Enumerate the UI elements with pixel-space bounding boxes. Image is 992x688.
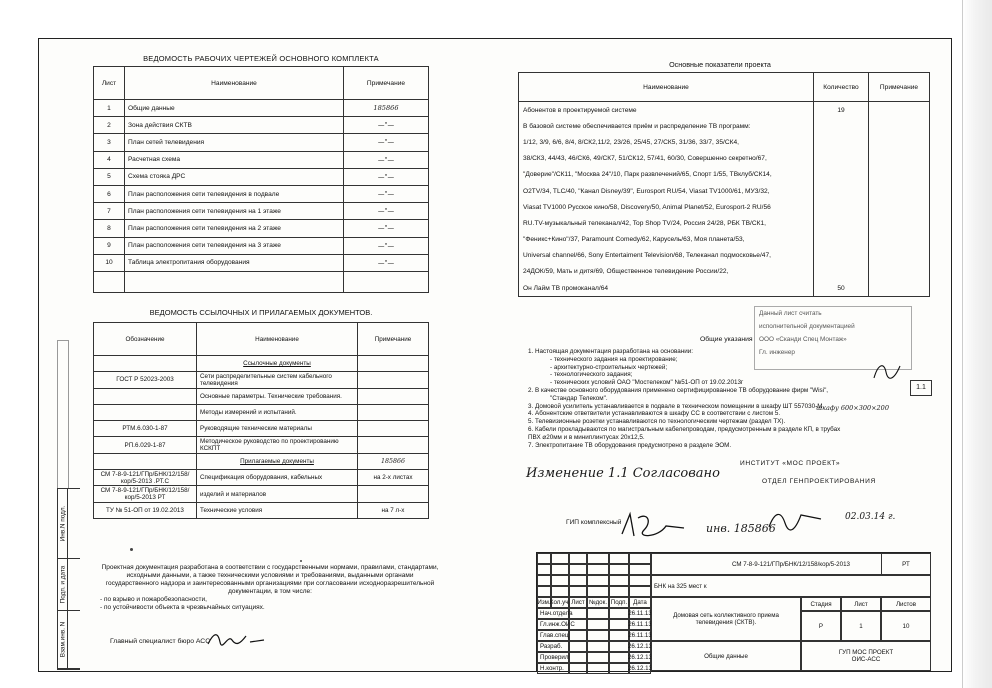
doc-note	[358, 372, 429, 388]
stage-value: 1	[841, 611, 881, 641]
doc-note	[358, 486, 429, 502]
indicator-qty: 19	[814, 102, 869, 119]
revision-cell	[629, 575, 651, 586]
indicator-note	[869, 199, 930, 215]
role-date: 26.12.13	[627, 654, 653, 661]
table-row	[519, 134, 930, 150]
revision-cell	[587, 564, 609, 575]
doc-designation: СМ 7-8-9-121/ГПр/БНК/12/158/кор/5-2013 .РТ.С	[94, 470, 197, 486]
sheet-note: —"—	[344, 220, 429, 237]
signature-specialist	[206, 628, 266, 650]
empty-cell	[344, 271, 429, 292]
role-cell	[569, 641, 587, 652]
strip-value	[68, 489, 80, 559]
strip-label	[58, 559, 68, 611]
col-qty: Количество	[814, 73, 869, 102]
revision-cell	[609, 575, 629, 586]
stamp-line: исполнительной документацией	[759, 323, 855, 330]
title-col-head: Лист	[569, 597, 587, 608]
role-cell	[569, 608, 587, 619]
document-code: СМ 7-8-9-121/ГПр/БНК/12/158/кор/5-2013	[651, 553, 931, 575]
col-designation: Обозначение	[94, 323, 197, 356]
role-signature	[587, 630, 609, 641]
sheet-name: Общие данные	[125, 100, 344, 117]
title-block	[536, 552, 931, 671]
binding-strip	[57, 488, 80, 670]
table-row	[519, 264, 930, 280]
sheet-note: —"—	[344, 168, 429, 185]
table-row	[94, 486, 429, 502]
sheet-note: —"—	[344, 185, 429, 202]
sheet-name: Схема стояка ДРС	[125, 168, 344, 185]
strip-label	[58, 489, 68, 559]
indicator-note	[869, 134, 930, 150]
object-name: Домовая сеть коллективного приема телевидения (СКТВ).	[651, 597, 801, 641]
table-row	[519, 167, 930, 183]
organization-dept: ОИС-АСС	[851, 656, 881, 663]
title-col-head: Подп.	[610, 599, 628, 606]
table-row	[94, 421, 429, 437]
section-note: 185866	[358, 453, 429, 469]
scan-speck	[130, 548, 133, 551]
sheet-number: 7	[94, 203, 125, 220]
note-line: 1. Настоящая документация разработана на основании:	[528, 348, 693, 355]
indicator-qty	[814, 167, 869, 183]
indicator-name: 24ДОК/59, Мать и дитя/69, Общественное телевидение России/22,	[519, 264, 814, 280]
table-row	[519, 215, 930, 231]
doc-designation: ГОСТ Р 52023-2003	[94, 372, 197, 388]
revision-cell	[587, 553, 609, 564]
handwritten-change-approval: Изменение 1.1 Согласовано	[526, 466, 720, 481]
table-row	[94, 220, 429, 237]
sheet-note: —"—	[344, 203, 429, 220]
indicator-name: 38/СК3, 44/43, 46/СК6, 49/СК7, 51/СК12, 57/41, 60/30, Совершенно секретно/67,	[519, 151, 814, 167]
revision-cell	[569, 586, 587, 597]
indicator-note	[869, 264, 930, 280]
indicator-note	[869, 102, 930, 119]
table-row	[519, 151, 930, 167]
sheet-name: Таблица электропитания оборудования	[125, 254, 344, 271]
document-code-suffix: РТ	[881, 553, 931, 575]
empty-cell	[94, 453, 197, 469]
section-heading: Прилагаемые документы	[197, 453, 358, 469]
revision-cell	[537, 564, 551, 575]
title-col-head: Изм.	[537, 599, 551, 606]
doc-name: Методическое руководство по проектированию КСКПТ	[197, 437, 358, 453]
doc-note	[358, 404, 429, 420]
sheet-name: План расположения сети телевидения на 1 этаже	[125, 203, 344, 220]
table-row	[94, 254, 429, 271]
table-row	[94, 437, 429, 453]
doc-designation	[94, 404, 197, 420]
table-row	[519, 118, 930, 134]
role-date: 26.12.13	[627, 643, 653, 650]
strip-value	[68, 611, 80, 669]
referenced-docs-title: ВЕДОМОСТЬ ССЫЛОЧНЫХ И ПРИЛАГАЕМЫХ ДОКУМЕНТОВ.	[149, 308, 373, 317]
role-cell	[569, 619, 587, 630]
sheet-number: 9	[94, 237, 125, 254]
doc-name: Руководящие технические материалы	[197, 421, 358, 437]
indicator-qty	[814, 151, 869, 167]
revision-cell	[537, 553, 551, 564]
indicator-note	[869, 280, 930, 297]
sheet-note: —"—	[344, 134, 429, 151]
revision-cell	[551, 586, 569, 597]
doc-name: Спецификация оборудования, кабельных	[197, 470, 358, 486]
note-line: 6. Кабели прокладываются по магистральным кабелепроводам, предусмотренным в разделе КП, в трубах	[528, 425, 841, 433]
empty-cell	[125, 271, 344, 292]
sheet-name: Расчетная схема	[125, 151, 344, 168]
indicator-qty	[814, 134, 869, 150]
revision-cell	[609, 553, 629, 564]
doc-note: на 7 л-х	[358, 502, 429, 518]
table-row-empty	[94, 271, 429, 292]
sheet-name: План расположения сети телевидения на 2 этаже	[125, 220, 344, 237]
sheet-number: 3	[94, 134, 125, 151]
note-line: - технических условий ОАО "Мостелеком" №51-ОП от 19.02.2013г	[550, 379, 744, 387]
table-row	[94, 203, 429, 220]
role-label: Гл.инж.ОИС	[537, 619, 569, 630]
revision-cell	[551, 564, 569, 575]
revision-cell	[569, 575, 587, 586]
organization-name: ГУП МОС ПРОЕКТ	[838, 649, 894, 656]
sheet-number: 10	[94, 254, 125, 271]
table-row	[94, 388, 429, 404]
doc-designation: СМ 7-8-9-121/ГПр/БНК/12/158/кор/5-2013 РТ	[94, 486, 197, 502]
revision-cell	[587, 586, 609, 597]
doc-designation: РТМ.6.030-1-87	[94, 421, 197, 437]
handwritten-date: 02.03.14 г.	[845, 512, 896, 522]
stage-head: Листов	[881, 597, 931, 611]
empty-cell	[94, 271, 125, 292]
note-line: 5. Телевизионные розетки устанавливаются по технологическим чертежам (раздел ТХ).	[528, 418, 786, 426]
role-label: Н.контр.	[537, 663, 569, 674]
indicator-name: 1/12, 3/9, 6/6, 8/4, 8/СК2,11/2, 23/26, 25/45, 27/СК5, 31/36, 33/7, 35/СК4,	[519, 134, 814, 150]
doc-note	[358, 421, 429, 437]
stage-value: Р	[801, 611, 841, 641]
doc-designation	[94, 388, 197, 404]
doc-name: Сети распределительные систем кабельного телевидения	[197, 372, 358, 388]
role-cell	[609, 663, 629, 674]
note-line: 2. В качестве основного оборудования применено сертифицированное ТВ оборудование фирм "Wisi",	[528, 386, 829, 394]
doc-note	[358, 388, 429, 404]
handwritten-inventory-number: инв. 185866	[706, 522, 776, 535]
indicators-title: Основные показатели проекта	[669, 60, 771, 69]
sheet-number: 6	[94, 185, 125, 202]
table-row	[94, 185, 429, 202]
doc-note	[358, 437, 429, 453]
indicator-name: RU.TV-музыкальный телеканал/42, Top Shop TV/24, Россия 24/28, РБК ТВ/СК1,	[519, 215, 814, 231]
role-label: Разраб.	[537, 641, 569, 652]
doc-name: изделий и материалов	[197, 486, 358, 502]
revision-cell	[569, 564, 587, 575]
indicator-qty: 50	[814, 280, 869, 297]
working-drawings-title: ВЕДОМОСТЬ РАБОЧИХ ЧЕРТЕЖЕЙ ОСНОВНОГО КОМПЛЕКТА	[143, 54, 379, 63]
strip-label-text: Инв.N подл.	[59, 505, 67, 542]
stage-head: Лист	[841, 597, 881, 611]
revision-cell	[537, 586, 551, 597]
table-row	[519, 280, 930, 297]
indicator-qty	[814, 199, 869, 215]
title-col-head: Дата	[629, 597, 651, 608]
revision-cell	[569, 553, 587, 564]
change-box: 1.1	[910, 380, 932, 396]
indicators-table	[518, 72, 930, 297]
table-row	[94, 117, 429, 134]
revision-cell	[629, 586, 651, 597]
strip-label	[58, 611, 68, 669]
role-date: 26.11.13	[628, 621, 652, 628]
sheet-note: —"—	[344, 237, 429, 254]
indicator-note	[869, 167, 930, 183]
indicator-note	[869, 118, 930, 134]
indicator-note	[869, 248, 930, 264]
binding-strip-top	[57, 340, 69, 489]
revision-cell	[629, 564, 651, 575]
indicator-qty	[814, 248, 869, 264]
note-line: - архитектурно-строительных чертежей;	[550, 363, 668, 371]
role-label: Проверил	[537, 652, 569, 663]
stamp-line: Гл. инженер	[759, 349, 795, 356]
indicator-qty	[814, 215, 869, 231]
revision-cell	[609, 564, 629, 575]
sheet-note: 185866	[344, 100, 429, 117]
indicator-note	[869, 232, 930, 248]
handwritten-cabinet-note: шкафу 600×300×200	[816, 404, 889, 412]
organization	[801, 641, 931, 671]
general-notes-title: Общие указания	[700, 336, 753, 343]
role-label: Нач.отдела	[537, 608, 569, 619]
revision-cell	[629, 553, 651, 564]
general-notes	[528, 348, 928, 449]
role-cell	[609, 641, 629, 652]
note-line: ПВХ ⌀20мм и в миниплинтусах 20х12,5.	[528, 433, 645, 441]
role-cell	[609, 608, 629, 619]
doc-name: Методы измерений и испытаний.	[197, 404, 358, 420]
department-stamp: ОТДЕЛ ГЕНПРОЕКТИРОВАНИЯ	[762, 478, 876, 485]
strip-value	[68, 559, 80, 611]
doc-name: Технические условия	[197, 502, 358, 518]
stamp-line: ООО «Сканди Спец Монтаж»	[759, 336, 847, 343]
revision-cell	[587, 575, 609, 586]
table-row	[94, 470, 429, 486]
indicator-qty	[814, 118, 869, 134]
table-row	[519, 232, 930, 248]
role-cell	[569, 663, 587, 674]
table-row	[94, 168, 429, 185]
left-footer	[100, 564, 440, 612]
note-line: - технического задания на проектирование;	[550, 355, 678, 363]
role-signature	[587, 641, 609, 652]
note-line: - технологического задания;	[550, 371, 633, 379]
col-name: Наименование	[519, 73, 814, 102]
indicator-name: O2TV/34, TLC/40, "Канал Disney/39", Eurosport RU/54, Viasat TV1000/61, МУЗ/32,	[519, 183, 814, 199]
role-date: 26.11.13	[628, 610, 652, 617]
title-col-head: №док.	[588, 599, 608, 606]
doc-note: на 2-х листах	[358, 470, 429, 486]
table-row	[94, 404, 429, 420]
role-signature	[587, 652, 609, 663]
sheet-number: 8	[94, 220, 125, 237]
indicator-name: Viasat TV1000 Русское кино/58, Discovery/50, Animal Planet/52, Eurosport-2 RU/56	[519, 199, 814, 215]
role-signature	[587, 619, 609, 630]
note-line: "Стандар Телеком".	[550, 394, 608, 402]
table-row	[94, 100, 429, 117]
note-line: 3. Домовой усилитель устанавливается в подвале в техническом помещении в шкафу ШТ 557030-М.	[528, 402, 825, 410]
role-date: 26.11.13	[628, 632, 652, 639]
table-row	[519, 102, 930, 119]
sheet-note: —"—	[344, 254, 429, 271]
strip-label-text: Взам.инв. N	[59, 621, 67, 658]
indicator-note	[869, 215, 930, 231]
sheet-name: План сетей телевидения	[125, 134, 344, 151]
revision-cell	[537, 575, 551, 586]
section-row	[94, 356, 429, 372]
doc-designation: ТУ № 51-ОП от 19.02.2013	[94, 502, 197, 518]
compliance-item: - по взрыво и пожаробезопасности,	[100, 596, 207, 603]
strip-label-text: Подп. и дата	[59, 565, 66, 604]
sheet-name: План расположения сети телевидения на 3 этаже	[125, 237, 344, 254]
scan-edge	[962, 0, 992, 688]
note-line: 7. Электропитание ТВ оборудования предусмотрено в разделе ЭОМ.	[528, 441, 732, 449]
role-cell	[569, 652, 587, 663]
col-note: Примечание	[358, 323, 429, 356]
sheet-note: —"—	[344, 151, 429, 168]
role-cell	[609, 619, 629, 630]
indicator-name: Он Лайм ТВ промоканал/64	[519, 280, 814, 297]
role-cell	[609, 652, 629, 663]
revision-cell	[609, 586, 629, 597]
institute-stamp: ИНСТИТУТ «МОС ПРОЕКТ»	[740, 460, 841, 467]
col-name: Наименование	[197, 323, 358, 356]
revision-cell	[551, 575, 569, 586]
indicator-name: В базовой системе обеспечивается приём и распределение ТВ программ:	[519, 118, 814, 134]
indicator-qty	[814, 264, 869, 280]
indicator-note	[869, 151, 930, 167]
sheet-number: 4	[94, 151, 125, 168]
empty-cell	[94, 356, 197, 372]
doc-name: Основные параметры. Технические требования.	[197, 388, 358, 404]
revision-cell	[551, 553, 569, 564]
indicator-qty	[814, 183, 869, 199]
table-row	[94, 134, 429, 151]
sheet-note: —"—	[344, 117, 429, 134]
role-cell	[609, 630, 629, 641]
note-line: 4. Абонентские ответвители устанавливаются в шкафу СС в соответствии с листом 5.	[528, 410, 781, 418]
sheet-name: Зона действия СКТВ	[125, 117, 344, 134]
table-row	[94, 372, 429, 388]
col-note: Примечание	[869, 73, 930, 102]
sheet-number: 1	[94, 100, 125, 117]
doc-designation: РП.6.029-1-87	[94, 437, 197, 453]
working-drawings-table	[93, 66, 429, 293]
role-cell	[569, 630, 587, 641]
referenced-docs-table	[93, 322, 429, 519]
table-row	[94, 151, 429, 168]
gip-label: ГИП комплексный	[566, 519, 622, 526]
indicator-name: "Доверие"/СК11, "Москва 24"/10, Парк развлечений/65, Спорт 1/55, ТВклуб/СК14,	[519, 167, 814, 183]
section-heading: Ссылочные документы	[197, 356, 358, 372]
indicator-qty	[814, 232, 869, 248]
sheet-name: План расположения сети телевидения в подвале	[125, 185, 344, 202]
signature-gip	[618, 508, 688, 542]
table-row	[519, 248, 930, 264]
sheet-number: 2	[94, 117, 125, 134]
chief-specialist-label: Главный специалист бюро АСС	[110, 638, 211, 645]
indicator-name: Universal channel/66, Sony Entertaiment Television/68, Телеканал подмосковье/47,	[519, 248, 814, 264]
indicator-name: "Феникс+Кино"/37, Paramount Comedy/62, Карусель/63, Моя планета/53,	[519, 232, 814, 248]
stage-value: 10	[881, 611, 931, 641]
section-note	[358, 356, 429, 372]
role-signature	[587, 663, 609, 674]
role-date: 26.12.13	[627, 665, 653, 672]
compliance-paragraph: Проектная документация разработана в соответствии с государственными нормами, правилами, стандартами, исходными данными, а также техническими условиями и требованиями, выданными органами государственного надзора и заинтересованными организациями при согласовании исходноразрешительной документации, в том числе:	[101, 564, 439, 595]
indicator-note	[869, 183, 930, 199]
stamp-line: Данный лист считать	[759, 310, 822, 317]
stage-head: Стадия	[801, 597, 841, 611]
indicator-name: Абонентов в проектируемой системе	[519, 102, 814, 119]
scan-speck	[300, 560, 302, 562]
col-note: Примечание	[344, 67, 429, 100]
role-signature	[587, 608, 609, 619]
compliance-item: - по устойчивости объекта в чрезвычайных ситуациях.	[100, 604, 265, 611]
table-row	[519, 183, 930, 199]
role-label: Глав.спец.	[537, 630, 569, 641]
table-row	[519, 199, 930, 215]
sheet-number: 5	[94, 168, 125, 185]
table-row	[94, 237, 429, 254]
signature-inventory	[765, 505, 825, 535]
col-name: Наименование	[125, 67, 344, 100]
section-row	[94, 453, 429, 469]
title-col-head: Кол.уч.	[549, 599, 571, 606]
sheet-name: Общие данные	[651, 641, 801, 671]
table-row	[94, 502, 429, 518]
document-subtitle: БНК на 325 мест к	[651, 575, 931, 597]
col-sheet: Лист	[94, 67, 125, 100]
